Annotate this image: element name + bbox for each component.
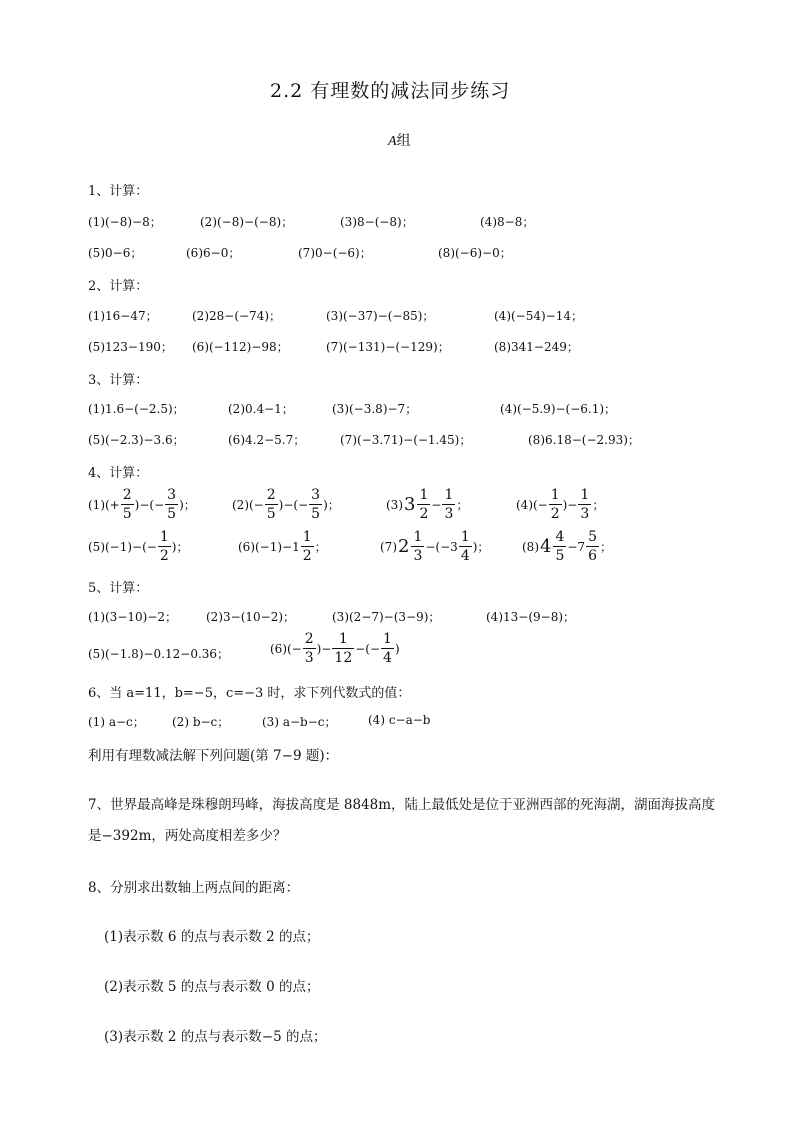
q7-line-1: 7、世界最高峰是珠穆朗玛峰，海拔高度是 8848m，陆上最低处是位于亚洲西部的死海湖，湖面海拔高度 [88,797,716,813]
q5-item-5: (5)(−1.8)−0.12−0.36； [88,647,230,661]
q2-item-2: (2)28−(−74)； [192,309,282,323]
q4-4-idx: (4) [516,497,533,512]
numerator: 1 [444,487,454,503]
denominator: 4 [460,548,470,564]
numerator: 2 [304,631,314,647]
q4-2-b: )−(− [278,497,309,512]
fraction [417,488,430,521]
q6-item-4: (4) c−a−b [368,713,431,727]
group-heading [388,130,411,150]
q4-7-idx: (7) [380,539,397,554]
denominator: 12 [334,650,353,666]
q3-item-2: (2)0.4−1； [228,402,294,416]
q3-item-1: (1)1.6−(−2.5)； [88,402,185,416]
q4-1-idx: (1) [88,497,105,512]
q4-item-2 [232,488,340,521]
q4-1-a: (+ [105,497,120,512]
q8-item-3: (3)表示数 2 的点与表示数−5 的点； [104,1029,327,1045]
q3-item-7: (7)(−3.71)−(−1.45)； [340,433,472,447]
numerator: 1 [338,631,348,647]
word-problems-intro: 利用有理数减法解下列问题(第 7−9 题)： [88,748,339,764]
q4-8-b: −7 [567,539,586,554]
group-letter: A [388,134,397,149]
fraction [549,488,562,521]
numerator: 2 [122,487,132,503]
q4-2-a: (− [249,497,264,512]
q2-label: 2、计算： [88,279,149,294]
fraction [309,488,322,521]
q4-5-idx: (5) [88,539,105,554]
numerator: 1 [550,487,560,503]
q5-6-a: (− [287,641,302,656]
numerator: 1 [159,529,169,545]
q6-item-3: (3) a−b−c； [262,715,337,729]
denominator: 5 [555,548,565,564]
q4-1-c: )； [179,498,196,512]
q1-item-4: (4)8−8； [480,215,535,229]
q2-item-8: (8)341−249； [494,340,579,354]
fraction [442,488,455,521]
denominator: 5 [311,506,321,522]
fraction [158,530,171,563]
fraction [553,530,566,563]
fraction [301,530,314,563]
fraction [411,530,424,563]
q5-6-c: −(− [355,641,381,656]
q1-item-7: (7)0−(−6)； [298,246,372,260]
numerator: 1 [580,487,590,503]
q2-item-6: (6)(−112)−98； [192,340,289,354]
fraction [578,488,591,521]
denominator: 6 [588,548,597,564]
q8-item-1: (1)表示数 6 的点与表示数 2 的点； [104,929,320,945]
q4-item-1 [88,488,196,521]
q4-6-c: ； [314,540,327,554]
q6-label: 6、当 a=11，b=−5，c=−3 时，求下列代数式的值： [88,686,411,701]
q3-item-6: (6)4.2−5.7； [228,433,306,447]
denominator: 5 [266,506,276,522]
q3-label: 3、计算： [88,373,149,388]
fraction [586,530,599,563]
fraction [303,632,316,665]
denominator: 3 [413,548,423,564]
q4-item-4 [516,488,604,521]
numerator: 2 [266,487,276,503]
q4-3-whole: 3 [404,493,416,515]
q4-1-b: )−(− [134,497,165,512]
q2-item-4: (4)(−54)−14； [494,309,584,323]
fraction [121,488,134,521]
numerator: 1 [460,529,470,545]
numerator: 3 [167,487,177,503]
fraction [265,488,278,521]
q4-3-idx: (3) [386,497,403,512]
denominator: 2 [419,506,429,522]
q4-2-idx: (2) [232,497,249,512]
q2-item-3: (3)(−37)−(−85)； [326,309,435,323]
q4-3-b: − [431,497,442,512]
denominator: 3 [304,650,314,666]
q1-item-1: (1)(−8)−8； [88,215,162,229]
q1-label: 1、计算： [88,184,149,199]
denominator: 2 [550,506,560,522]
fraction [165,488,178,521]
q1-item-3: (3)8−(−8)； [340,215,414,229]
q4-item-8 [522,530,612,563]
q4-item-3 [386,488,468,521]
numerator: 1 [419,487,429,503]
q8-label: 8、分别求出数轴上两点间的距离： [88,880,300,896]
numerator: 4 [555,529,565,545]
page-title: 2.2 有理数的减法同步练习 [270,80,511,102]
numerator: 5 [588,529,597,545]
q3-item-5: (5)(−2.3)−3.6； [88,433,185,447]
q4-label: 4、计算： [88,466,149,481]
q4-6-idx: (6) [238,539,255,554]
denominator: 4 [383,650,392,666]
q1-item-2: (2)(−8)−(−8)； [200,215,294,229]
numerator: 1 [413,529,423,545]
denominator: 2 [302,548,312,564]
denominator: 2 [159,548,169,564]
q4-5-a: (−1)−(− [105,539,157,554]
q7-line-2: 是−392m，两处高度相差多少？ [88,828,287,844]
q6-item-2: (2) b−c； [172,715,230,729]
fraction [459,530,472,563]
q4-item-5 [88,530,188,563]
numerator: 1 [302,529,312,545]
q5-label: 5、计算： [88,581,149,596]
q4-7-c: )； [472,540,490,554]
q4-4-a: (− [533,497,548,512]
q4-4-b: )− [562,497,578,512]
q2-item-1: (1)16−47； [88,309,158,323]
fraction [332,632,354,665]
q1-item-8: (8)(−6)−0； [438,246,512,260]
q4-7-whole: 2 [398,535,410,557]
q5-item-4: (4)13−(9−8)； [486,610,576,624]
q5-item-2: (2)3−(10−2)； [206,610,296,624]
q6-item-1: (1) a−c； [88,715,145,729]
q3-item-3: (3)(−3.8)−7； [332,402,418,416]
q5-6-d: ) [394,641,400,656]
denominator: 5 [167,506,177,522]
q5-6-b: )− [316,641,332,656]
q5-item-1: (1)(3−10)−2； [88,610,178,624]
denominator: 3 [580,506,590,522]
q4-8-whole: 4 [540,535,552,557]
q4-6-a: (−1)−1 [255,539,300,554]
q5-item-3: (3)(2−7)−(3−9)； [332,610,441,624]
q4-3-c: ； [456,498,469,512]
fraction [381,632,394,665]
q5-item-6 [270,632,400,665]
group-suffix: 组 [396,133,411,149]
numerator: 3 [311,487,321,503]
q3-item-4: (4)(−5.9)−(−6.1)； [500,402,617,416]
q4-item-7 [380,530,489,563]
denominator: 5 [122,506,132,522]
q4-8-idx: (8) [522,539,539,554]
q4-2-c: )； [323,498,340,512]
q3-item-8: (8)6.18−(−2.93)； [528,433,640,447]
q4-5-c: )； [171,540,189,554]
q4-7-b: −(−3 [425,539,458,554]
q4-item-6 [238,530,327,563]
denominator: 3 [444,506,454,522]
q2-item-7: (7)(−131)−(−129)； [326,340,450,354]
q4-8-c: ； [600,540,613,554]
q2-item-5: (5)123−190； [88,340,173,354]
q4-4-c: ； [592,498,605,512]
q8-item-2: (2)表示数 5 的点与表示数 0 的点； [104,979,320,995]
q1-item-5: (5)0−6； [88,246,143,260]
q5-6-idx: (6) [270,641,287,656]
q1-item-6: (6)6−0； [186,246,241,260]
numerator: 1 [383,631,392,647]
